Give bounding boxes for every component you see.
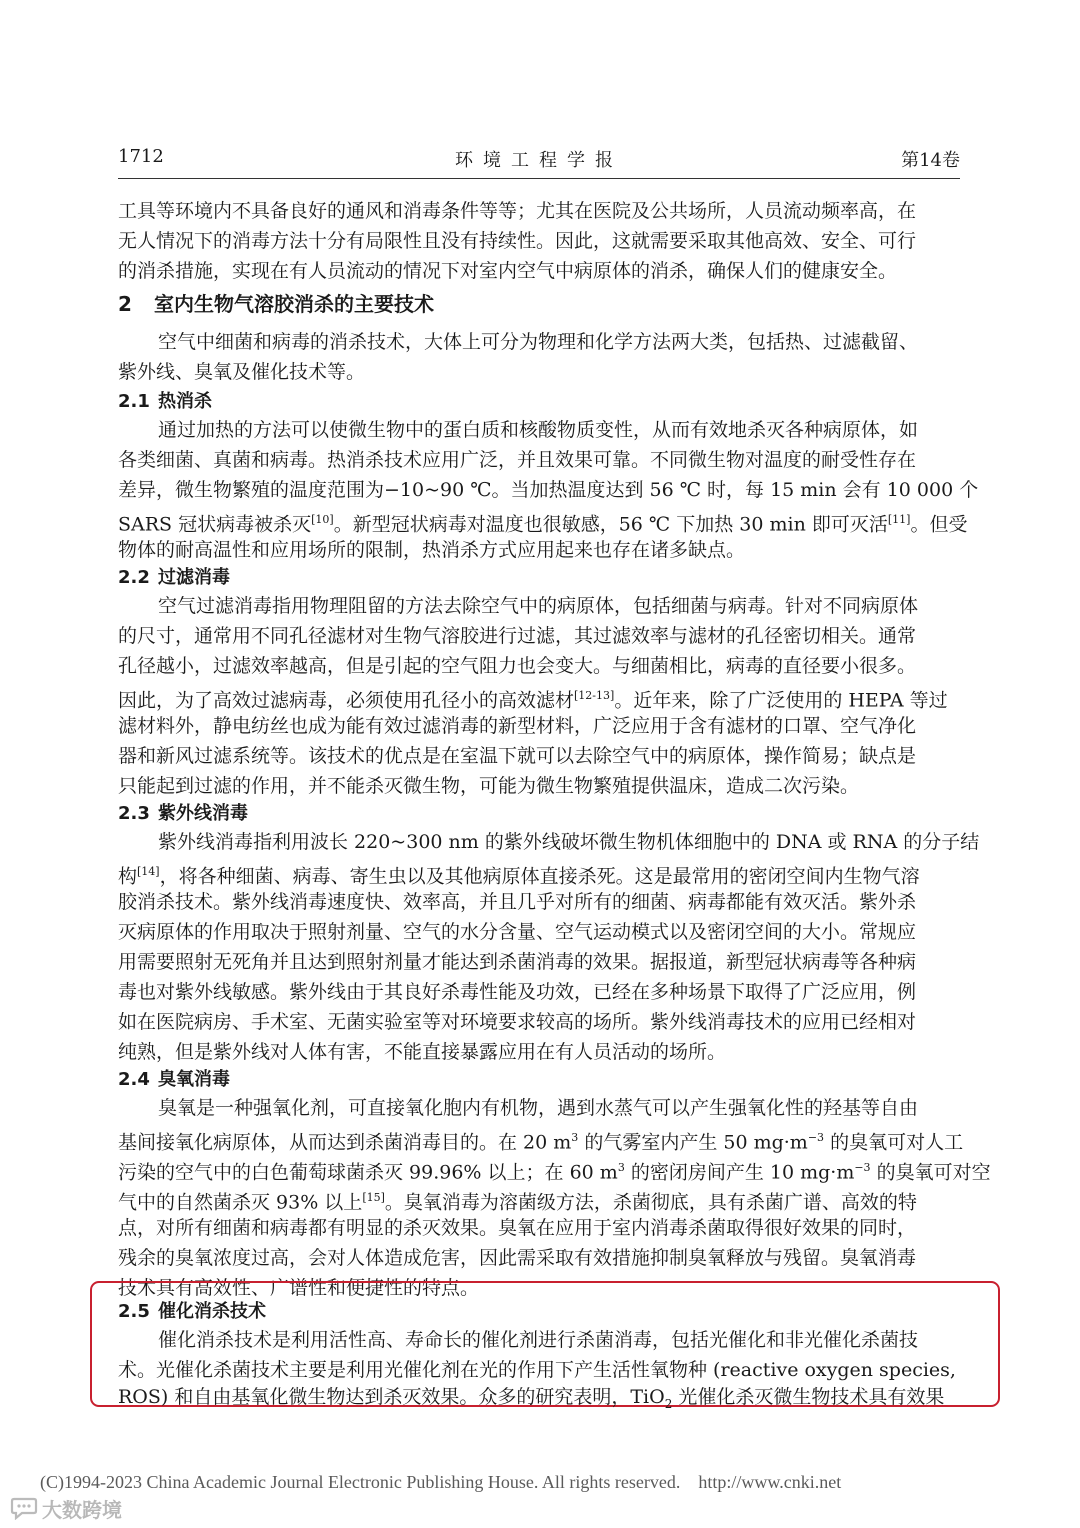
body-line: 紫外线消毒指利用波长 220~300 nm 的紫外线破坏微生物机体细胞中的 DNA 或 RNA 的分子结 bbox=[158, 831, 980, 853]
section-heading bbox=[118, 292, 434, 316]
body-line: 污染的空气中的白色葡萄球菌杀灭 99.96% 以上；在 60 $m^3$ 的密闭房间产生 10 $mg\cdot m^{-3}$ 的臭氧可对空 bbox=[118, 1161, 991, 1184]
cnki-url: http://www.cnki.net bbox=[698, 1472, 842, 1492]
body-line: 只能起到过滤的作用，并不能杀灭微生物，可能为微生物繁殖提供温床，造成二次污染。 bbox=[118, 775, 860, 797]
body-line: 点，对所有细菌和病毒都有明显的杀灭效果。臭氧在应用于室内消毒杀菌取得很好效果的同时， bbox=[118, 1217, 917, 1239]
subsection-number: 2.3 bbox=[118, 803, 150, 824]
subsection-heading bbox=[118, 1068, 230, 1092]
body-line: 技术具有高效性、广谱性和便捷性的特点。 bbox=[118, 1277, 480, 1299]
body-line: 滤材料外，静电纺丝也成为能有效过滤消毒的新型材料，广泛应用于含有滤材的口罩、空气净化 bbox=[118, 715, 917, 737]
journal-title: 环境工程学报 bbox=[455, 150, 623, 171]
subsection-number: 2.4 bbox=[118, 1069, 150, 1090]
body-line: 气中的自然菌杀灭 93% 以上[15]。臭氧消毒为溶菌级方法，杀菌彻底，具有杀菌广谱、高效的特 bbox=[118, 1191, 917, 1214]
subsection-title: 臭氧消毒 bbox=[158, 1069, 230, 1090]
citation-ref: [11] bbox=[887, 513, 911, 526]
body-line: 孔径越小，过滤效率越高，但是引起的空气阻力也会变大。与细菌相比，病毒的直径要小很多。 bbox=[118, 655, 917, 677]
body-line: 基间接氧化病原体，从而达到杀菌消毒目的。在 20 $m^3$ 的气雾室内产生 50 $mg\cdot m^{-3}$ 的臭氧可对人工 bbox=[118, 1131, 964, 1154]
subsection-title: 催化消杀技术 bbox=[158, 1301, 266, 1322]
subsection-title: 过滤消毒 bbox=[158, 567, 230, 588]
body-line: 空气过滤消毒指用物理阻留的方法去除空气中的病原体，包括细菌与病毒。针对不同病原体 bbox=[158, 595, 919, 617]
subsection-number: 2.2 bbox=[118, 567, 150, 588]
subsection-heading bbox=[118, 802, 248, 826]
page-number: 1712 bbox=[118, 146, 164, 167]
body-line: 差异，微生物繁殖的温度范围为−10~90 ℃。当加热温度达到 56 ℃ 时，每 15 min 会有 10 000 个 bbox=[118, 479, 979, 501]
subsection-number: 2.1 bbox=[118, 391, 150, 412]
subsection-heading bbox=[118, 1300, 266, 1324]
body-line: 物体的耐高温性和应用场所的限制，热消杀方式应用起来也存在诸多缺点。 bbox=[118, 539, 746, 561]
citation-ref: [14] bbox=[137, 865, 160, 878]
body-line: 如在医院病房、手术室、无菌实验室等对环境要求较高的场所。紫外线消毒技术的应用已经相对 bbox=[118, 1011, 917, 1033]
body-line: 通过加热的方法可以使微生物中的蛋白质和核酸物质变性，从而有效地杀灭各种病原体，如 bbox=[158, 419, 919, 441]
watermark-text: 大数跨境 bbox=[42, 1497, 122, 1522]
subsection-title: 紫外线消毒 bbox=[158, 803, 248, 824]
header-rule bbox=[118, 178, 960, 179]
section-title: 室内生物气溶胶消杀的主要技术 bbox=[154, 292, 434, 316]
body-line: 纯熟，但是紫外线对人体有害，不能直接暴露应用在有人员活动的场所。 bbox=[118, 1041, 727, 1063]
citation-ref: [12-13] bbox=[574, 689, 615, 702]
watermark bbox=[10, 1494, 122, 1522]
body-line: 因此，为了高效过滤病毒，必须使用孔径小的高效滤材[12-13]。近年来，除了广泛使用的 HEPA 等过 bbox=[118, 689, 948, 712]
body-line: 臭氧是一种强氧化剂，可直接氧化胞内有机物，遇到水蒸气可以产生强氧化性的羟基等自由 bbox=[158, 1097, 919, 1119]
subsection-heading bbox=[118, 566, 230, 590]
running-header bbox=[118, 146, 960, 172]
volume-label: 第14卷 bbox=[901, 150, 960, 171]
body-line: 的消杀措施，实现在有人员流动的情况下对室内空气中病原体的消杀，确保人们的健康安全。 bbox=[118, 260, 898, 282]
body-line: ROS) 和自由基氧化微生物达到杀灭效果。众多的研究表明，TiO$_2$ 光催化杀灭微生物技术具有效果 bbox=[118, 1386, 945, 1411]
body-line: 毒也对紫外线敏感。紫外线由于其良好杀毒性能及功效，已经在多种场景下取得了广泛应用，例 bbox=[118, 981, 917, 1003]
body-line: 术。光催化杀菌技术主要是利用光催化剂在光的作用下产生活性氧物种 (reactive oxygen species, bbox=[118, 1359, 956, 1381]
citation-ref: [10] bbox=[311, 513, 334, 526]
body-line: 无人情况下的消毒方法十分有局限性且没有持续性。因此，这就需要采取其他高效、安全、可行 bbox=[118, 230, 917, 252]
body-line: 构[14]，将各种细菌、病毒、寄生虫以及其他病原体直接杀死。这是最常用的密闭空间内生物气溶 bbox=[118, 865, 920, 888]
body-line: 器和新风过滤系统等。该技术的优点是在室温下就可以去除空气中的病原体，操作简易；缺点是 bbox=[118, 745, 917, 767]
body-line: 用需要照射无死角并且达到照射剂量才能达到杀菌消毒的效果。据报道，新型冠状病毒等各种病 bbox=[118, 951, 917, 973]
body-line: 的尺寸，通常用不同孔径滤材对生物气溶胶进行过滤，其过滤效率与滤材的孔径密切相关。通常 bbox=[118, 625, 917, 647]
body-line: 紫外线、臭氧及催化技术等。 bbox=[118, 361, 366, 383]
copyright-text: (C)1994-2023 China Academic Journal Electronic Publishing House. All rights reserved. bbox=[40, 1472, 681, 1492]
body-line: 胶消杀技术。紫外线消毒速度快、效率高，并且几乎对所有的细菌、病毒都能有效灭活。紫外杀 bbox=[118, 891, 917, 913]
citation-ref: [15] bbox=[362, 1191, 385, 1204]
subsection-number: 2.5 bbox=[118, 1301, 150, 1322]
section-number: 2 bbox=[118, 292, 132, 316]
body-line: 残余的臭氧浓度过高，会对人体造成危害，因此需采取有效措施抑制臭氧释放与残留。臭氧消毒 bbox=[118, 1247, 917, 1269]
subsection-heading bbox=[118, 390, 212, 414]
body-line: 空气中细菌和病毒的消杀技术，大体上可分为物理和化学方法两大类，包括热、过滤截留、 bbox=[158, 331, 919, 353]
chat-bubble-icon bbox=[10, 1496, 38, 1520]
body-line: 工具等环境内不具备良好的通风和消毒条件等等；尤其在医院及公共场所，人员流动频率高，在 bbox=[118, 200, 917, 222]
subsection-title: 热消杀 bbox=[158, 391, 212, 412]
body-line: 催化消杀技术是利用活性高、寿命长的催化剂进行杀菌消毒，包括光催化和非光催化杀菌技 bbox=[158, 1329, 919, 1351]
copyright-footer bbox=[40, 1472, 841, 1493]
body-line: 灭病原体的作用取决于照射剂量、空气的水分含量、空气运动模式以及密闭空间的大小。常规应 bbox=[118, 921, 917, 943]
body-line: 各类细菌、真菌和病毒。热消杀技术应用广泛，并且效果可靠。不同微生物对温度的耐受性存在 bbox=[118, 449, 917, 471]
body-line: SARS 冠状病毒被杀灭[10]。新型冠状病毒对温度也很敏感，56 ℃ 下加热 30 min 即可灭活[11]。但受 bbox=[118, 513, 968, 536]
